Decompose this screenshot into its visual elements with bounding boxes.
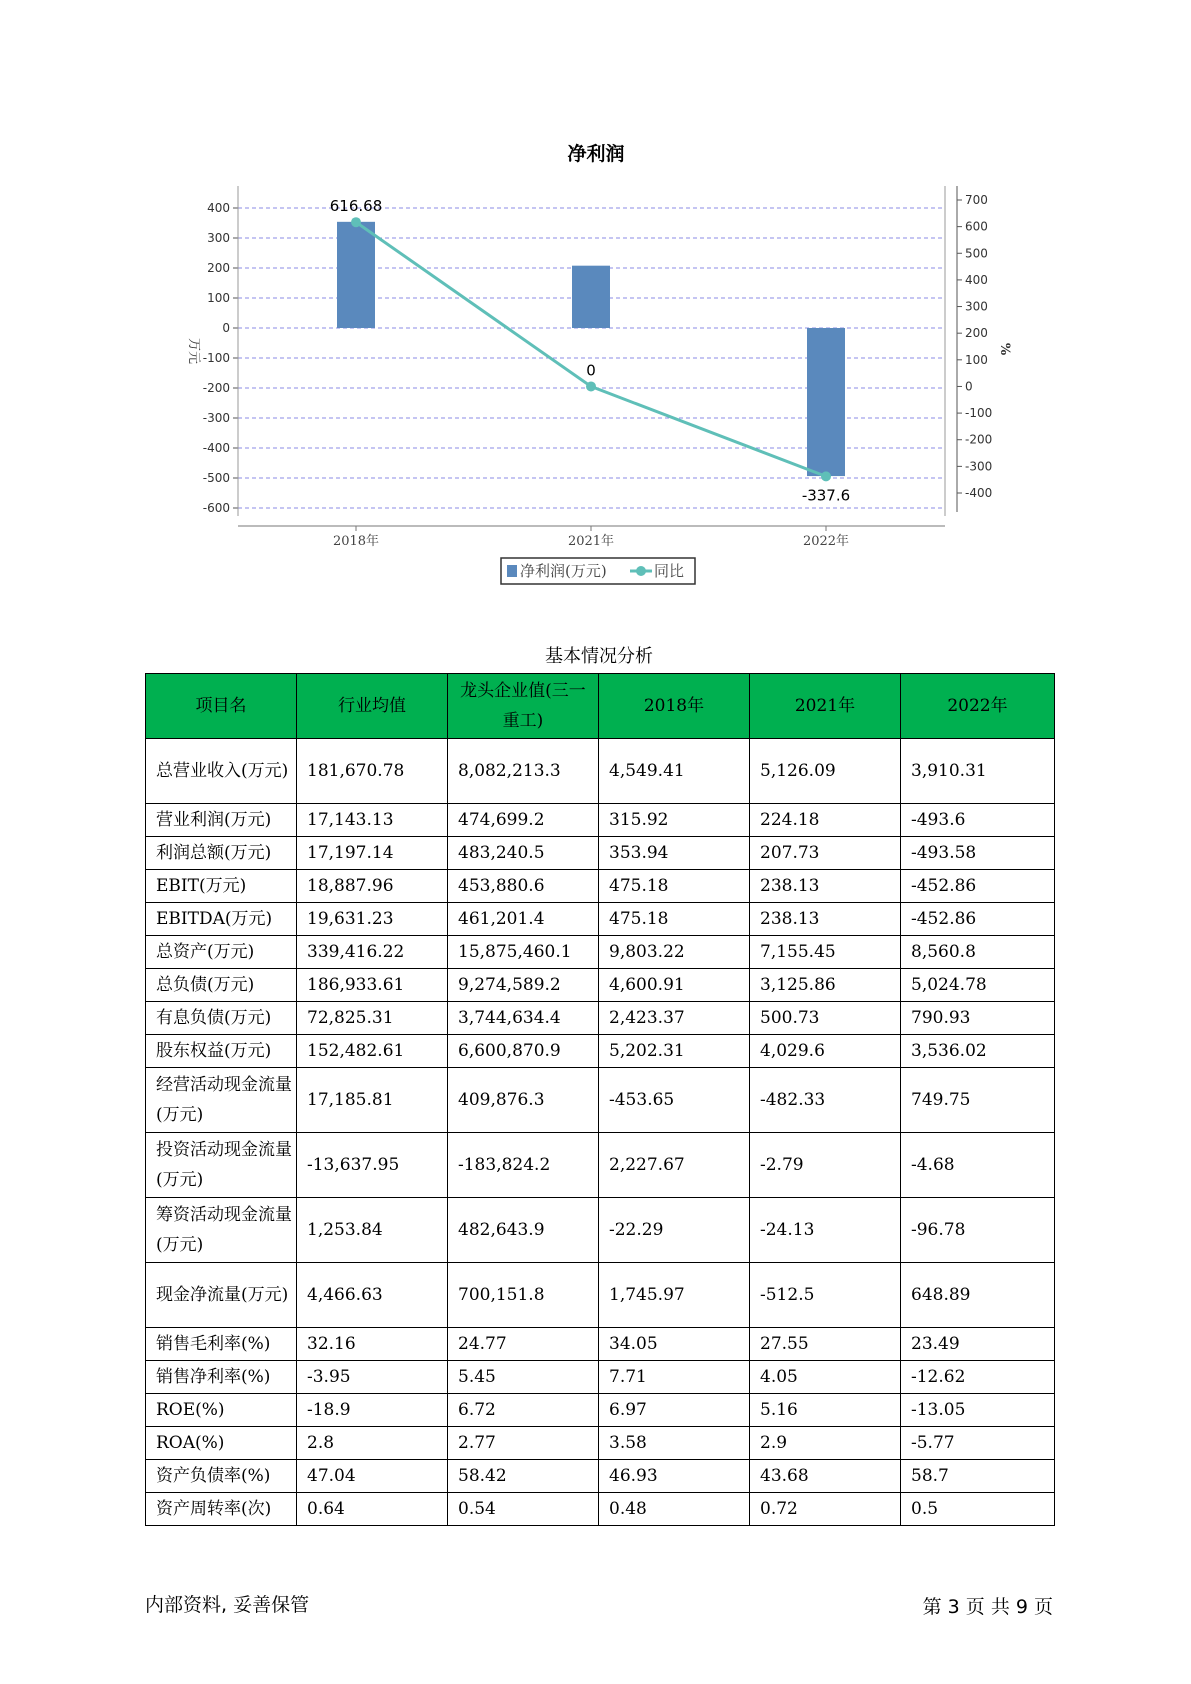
value-cell: 224.18 (750, 804, 901, 837)
value-cell: 749.75 (901, 1068, 1055, 1133)
value-cell: 7,155.45 (750, 936, 901, 969)
left-tick-label: -400 (202, 441, 230, 455)
right-tick-label: -300 (965, 459, 993, 474)
row-label-cell: 筹资活动现金流量(万元) (146, 1198, 297, 1263)
value-cell: 5,202.31 (599, 1035, 750, 1068)
line-point (586, 381, 596, 391)
value-cell: 2,227.67 (599, 1133, 750, 1198)
row-label-cell: ROE(%) (146, 1394, 297, 1427)
value-cell: 3,744,634.4 (448, 1002, 599, 1035)
header-cell: 龙头企业值(三一重工) (448, 674, 599, 739)
footer-page-number: 第 3 页 共 9 页 (922, 1596, 1053, 1618)
table-row (146, 969, 1055, 1002)
value-cell: -2.79 (750, 1133, 901, 1198)
footer-confidential: 内部资料, 妥善保管 (145, 1594, 310, 1616)
value-cell: 6.72 (448, 1394, 599, 1427)
value-cell: 453,880.6 (448, 870, 599, 903)
chart-axes (186, 186, 1012, 549)
value-cell: 9,803.22 (599, 936, 750, 969)
row-label-cell: 利润总额(万元) (146, 837, 297, 870)
row-label-cell: EBIT(万元) (146, 870, 297, 903)
value-cell: 15,875,460.1 (448, 936, 599, 969)
value-cell: 5.16 (750, 1394, 901, 1427)
row-label-cell: 有息负债(万元) (146, 1002, 297, 1035)
value-cell: -493.58 (901, 837, 1055, 870)
left-tick-label: -600 (202, 501, 230, 515)
data-label: -337.6 (801, 486, 851, 505)
value-cell: 3,910.31 (901, 739, 1055, 804)
left-tick-label: 300 (207, 231, 230, 245)
right-tick-label: 700 (965, 193, 988, 207)
left-tick-label: -100 (202, 351, 230, 365)
value-cell: 0.5 (901, 1493, 1055, 1526)
value-cell: 72,825.31 (297, 1002, 448, 1035)
table-row (146, 1394, 1055, 1427)
value-cell: 2,423.37 (599, 1002, 750, 1035)
right-tick-label: 600 (965, 219, 988, 234)
value-cell: -22.29 (599, 1198, 750, 1263)
row-label-cell: 投资活动现金流量(万元) (146, 1133, 297, 1198)
value-cell: 339,416.22 (297, 936, 448, 969)
value-cell: -4.68 (901, 1133, 1055, 1198)
value-cell: -183,824.2 (448, 1133, 599, 1198)
right-tick-label: 100 (965, 352, 988, 367)
value-cell: -453.65 (599, 1068, 750, 1133)
line-point (821, 471, 831, 481)
table-row (146, 837, 1055, 870)
value-cell: 4,029.6 (750, 1035, 901, 1068)
header-cell: 2021年 (750, 674, 901, 739)
value-cell: 5,126.09 (750, 739, 901, 804)
row-label-cell: ROA(%) (146, 1427, 297, 1460)
value-cell: 700,151.8 (448, 1263, 599, 1328)
row-label-cell: 资产周转率(次) (146, 1493, 297, 1526)
value-cell: 0.54 (448, 1493, 599, 1526)
table-row (146, 1035, 1055, 1068)
value-cell: 0.64 (297, 1493, 448, 1526)
value-cell: 24.77 (448, 1328, 599, 1361)
row-label-cell: 经营活动现金流量(万元) (146, 1068, 297, 1133)
value-cell: 1,253.84 (297, 1198, 448, 1263)
value-cell: -452.86 (901, 903, 1055, 936)
value-cell: 474,699.2 (448, 804, 599, 837)
bar-net-profit (337, 222, 375, 328)
value-cell: 475.18 (599, 903, 750, 936)
bar-net-profit (572, 266, 610, 328)
value-cell: 186,933.61 (297, 969, 448, 1002)
table-row (146, 870, 1055, 903)
value-cell: 3.58 (599, 1427, 750, 1460)
value-cell: 47.04 (297, 1460, 448, 1493)
line-point (351, 217, 361, 227)
table-row (146, 804, 1055, 837)
x-tick-label: 2018年 (332, 534, 380, 549)
table-row (146, 1361, 1055, 1394)
value-cell: 43.68 (750, 1460, 901, 1493)
value-cell: 9,274,589.2 (448, 969, 599, 1002)
value-cell: 34.05 (599, 1328, 750, 1361)
table-row (146, 1493, 1055, 1526)
row-label-cell: 现金净流量(万元) (146, 1263, 297, 1328)
value-cell: 19,631.23 (297, 903, 448, 936)
net-profit-chart (0, 0, 1191, 620)
value-cell: 32.16 (297, 1328, 448, 1361)
left-axis-label: 万元 (186, 337, 201, 365)
value-cell: 238.13 (750, 903, 901, 936)
right-tick-label: 500 (965, 246, 988, 261)
value-cell: 0.72 (750, 1493, 901, 1526)
value-cell: 4,466.63 (297, 1263, 448, 1328)
value-cell: 482,643.9 (448, 1198, 599, 1263)
value-cell: 4,549.41 (599, 739, 750, 804)
left-tick-label: -500 (202, 471, 230, 485)
row-label-cell: EBITDA(万元) (146, 903, 297, 936)
legend-line-marker (636, 566, 646, 576)
value-cell: 5.45 (448, 1361, 599, 1394)
table-row (146, 1198, 1055, 1263)
header-cell: 项目名 (146, 674, 297, 739)
table-row (146, 1002, 1055, 1035)
value-cell: -13.05 (901, 1394, 1055, 1427)
value-cell: 8,560.8 (901, 936, 1055, 969)
table-row (146, 1328, 1055, 1361)
value-cell: 500.73 (750, 1002, 901, 1035)
value-cell: 2.77 (448, 1427, 599, 1460)
right-tick-label: -400 (965, 486, 993, 500)
table-row (146, 1068, 1055, 1133)
row-label-cell: 总营业收入(万元) (146, 739, 297, 804)
value-cell: -96.78 (901, 1198, 1055, 1263)
value-cell: 8,082,213.3 (448, 739, 599, 804)
value-cell: 17,185.81 (297, 1068, 448, 1133)
chart-title: 净利润 (567, 143, 625, 165)
x-tick-label: 2021年 (567, 534, 615, 549)
value-cell: -12.62 (901, 1361, 1055, 1394)
row-label-cell: 股东权益(万元) (146, 1035, 297, 1068)
row-label-cell: 销售毛利率(%) (146, 1328, 297, 1361)
row-label-cell: 总负债(万元) (146, 969, 297, 1002)
value-cell: -3.95 (297, 1361, 448, 1394)
value-cell: 152,482.61 (297, 1035, 448, 1068)
value-cell: 181,670.78 (297, 739, 448, 804)
left-tick-label: 400 (207, 201, 230, 215)
left-tick-label: 0 (222, 321, 230, 335)
table-row (146, 903, 1055, 936)
value-cell: 353.94 (599, 837, 750, 870)
left-tick-label: -200 (202, 381, 230, 395)
value-cell: 6,600,870.9 (448, 1035, 599, 1068)
value-cell: -5.77 (901, 1427, 1055, 1460)
row-label-cell: 销售净利率(%) (146, 1361, 297, 1394)
table-row (146, 936, 1055, 969)
left-tick-label: -300 (202, 411, 230, 425)
chart-line (330, 197, 850, 504)
value-cell: 3,536.02 (901, 1035, 1055, 1068)
table-row (146, 1263, 1055, 1328)
table-row (146, 1427, 1055, 1460)
value-cell: 409,876.3 (448, 1068, 599, 1133)
header-cell: 2022年 (901, 674, 1055, 739)
value-cell: 7.71 (599, 1361, 750, 1394)
value-cell: 461,201.4 (448, 903, 599, 936)
left-tick-label: 100 (207, 291, 230, 305)
chart-bars (337, 222, 845, 476)
basic-analysis-table (145, 673, 1055, 1526)
value-cell: -493.6 (901, 804, 1055, 837)
value-cell: 475.18 (599, 870, 750, 903)
value-cell: 207.73 (750, 837, 901, 870)
x-tick-label: 2022年 (802, 534, 850, 549)
table-row (146, 739, 1055, 804)
right-tick-label: 400 (965, 272, 988, 287)
value-cell: 18,887.96 (297, 870, 448, 903)
right-tick-label: 0 (965, 379, 973, 394)
data-label: 0 (586, 361, 596, 380)
value-cell: 2.9 (750, 1427, 901, 1460)
value-cell: 238.13 (750, 870, 901, 903)
value-cell: 58.7 (901, 1460, 1055, 1493)
value-cell: 46.93 (599, 1460, 750, 1493)
table-body (146, 739, 1055, 1526)
value-cell: 1,745.97 (599, 1263, 750, 1328)
value-cell: 6.97 (599, 1394, 750, 1427)
right-axis-label: % (997, 342, 1012, 356)
value-cell: 0.48 (599, 1493, 750, 1526)
value-cell: 5,024.78 (901, 969, 1055, 1002)
value-cell: -18.9 (297, 1394, 448, 1427)
value-cell: 790.93 (901, 1002, 1055, 1035)
table-row (146, 1133, 1055, 1198)
header-cell: 2018年 (599, 674, 750, 739)
value-cell: -512.5 (750, 1263, 901, 1328)
right-tick-label: -200 (965, 432, 993, 447)
table-caption: 基本情况分析 (545, 646, 653, 667)
value-cell: 58.42 (448, 1460, 599, 1493)
value-cell: -24.13 (750, 1198, 901, 1263)
value-cell: 23.49 (901, 1328, 1055, 1361)
line-yoy (356, 222, 826, 476)
legend-line-label: 同比 (654, 562, 685, 580)
value-cell: 4,600.91 (599, 969, 750, 1002)
right-tick-label: -100 (965, 406, 993, 421)
value-cell: 17,197.14 (297, 837, 448, 870)
value-cell: 17,143.13 (297, 804, 448, 837)
right-tick-label: 300 (965, 299, 988, 314)
data-label: 616.68 (329, 197, 383, 216)
value-cell: 2.8 (297, 1427, 448, 1460)
value-cell: 27.55 (750, 1328, 901, 1361)
table-header-row (146, 674, 1055, 739)
value-cell: 3,125.86 (750, 969, 901, 1002)
row-label-cell: 营业利润(万元) (146, 804, 297, 837)
bar-net-profit (807, 328, 845, 476)
chart-legend (501, 558, 695, 584)
value-cell: -13,637.95 (297, 1133, 448, 1198)
table-row (146, 1460, 1055, 1493)
row-label-cell: 总资产(万元) (146, 936, 297, 969)
value-cell: 648.89 (901, 1263, 1055, 1328)
legend-bar-label: 净利润(万元) (520, 562, 607, 580)
value-cell: 483,240.5 (448, 837, 599, 870)
legend-bar-swatch (507, 565, 517, 577)
value-cell: 315.92 (599, 804, 750, 837)
value-cell: 4.05 (750, 1361, 901, 1394)
row-label-cell: 资产负债率(%) (146, 1460, 297, 1493)
value-cell: -452.86 (901, 870, 1055, 903)
right-tick-label: 200 (965, 326, 988, 341)
header-cell: 行业均值 (297, 674, 448, 739)
value-cell: -482.33 (750, 1068, 901, 1133)
left-tick-label: 200 (207, 261, 230, 275)
